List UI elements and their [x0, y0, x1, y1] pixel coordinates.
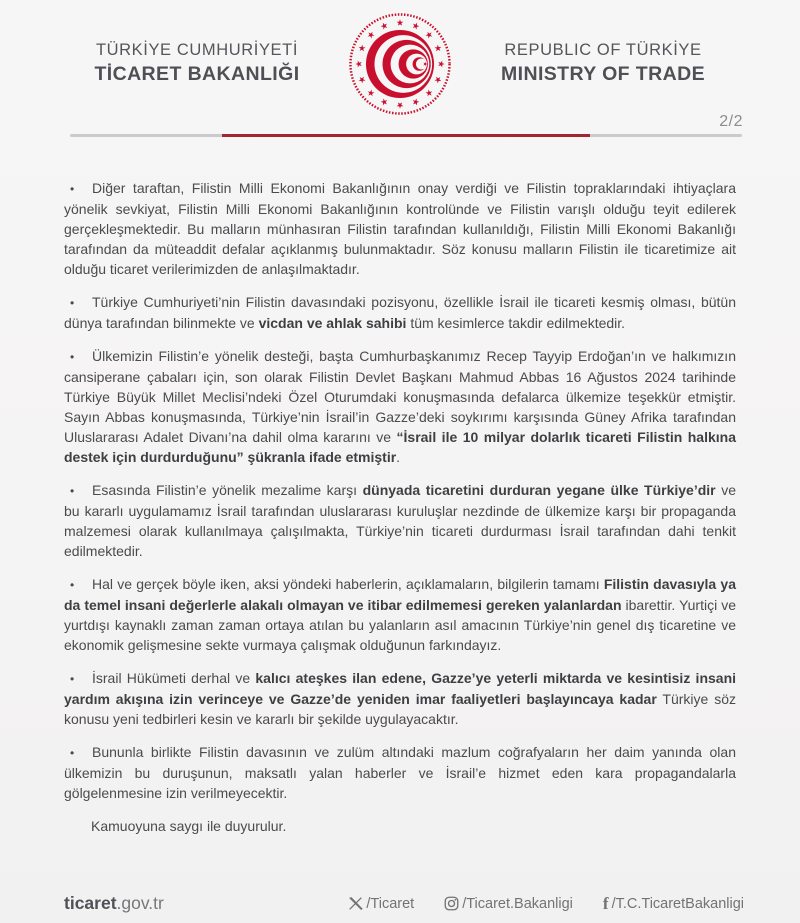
header-title-turkish — [82, 41, 312, 86]
body-text: Esasında Filistin’e yönelik mezalime karşı — [92, 482, 363, 498]
document-body — [64, 137, 736, 836]
body-text: Kamuoyuna saygı ile duyurulur. — [91, 818, 287, 834]
emphasized-text: Filistin davasıyla ya da temel insani değerlerle alakalı olmayan ve itibar edilmemesi gereken yalanlardan — [64, 576, 736, 613]
bullet-marker: • — [70, 182, 75, 196]
body-text: . — [396, 449, 401, 465]
bullet-paragraph — [64, 346, 736, 467]
bullet-paragraph — [64, 292, 736, 333]
header-en-line1: REPUBLIC OF TÜRKİYE — [504, 40, 702, 59]
header-tr-line2: TİCARET BAKANLIĞI — [94, 62, 300, 85]
closing-paragraph — [64, 816, 736, 836]
bullet-paragraph — [64, 742, 736, 803]
body-text: Türkiye Cumhuriyeti’nin Filistin davasındaki pozisyonu, özellikle İsrail ile ticareti kesmiş olması, bütün dünya tarafından bilinmekte ve — [64, 294, 736, 331]
emphasized-text: vicdan ve ahlak sahibi — [258, 315, 407, 331]
header — [0, 0, 800, 113]
body-text: İsrail Hükümeti derhal ve — [92, 670, 256, 686]
body-text: Ülkemizin Filistin’e yönelik desteği, başta Cumhurbaşkanımız Recep Tayyip Erdoğan’ın ve halkımızın cansiperane çabaları için, son olarak Filistin Devlet Başkanı Mahmud Abbas 16 Ağustos 2024 tarihinde Türkiye Büyük Millet Meclisi’ndeki Özel Oturumdaki konuşmasında defalarca ülkemize teşekkür etmiştir. Sayın Abbas konuşmasında, Türkiye’nin İsrail’in Gazze’deki soykırımı karşısında Güney Afrika tarafından Uluslararası Adalet Divanı’na dahil olma kararını ve — [64, 348, 736, 445]
x-icon — [348, 896, 363, 911]
facebook-link[interactable] — [603, 895, 744, 912]
page-number: 2/2 — [719, 113, 743, 130]
divider-red-segment — [222, 134, 590, 137]
body-text: ve bu kararlı uygulamamız İsrail tarafından uluslararası kuruluşlar nezdinde de ülkemize karşı bir propaganda malzemesi olarak kullanılmaya çalışılmakta, Türkiye’nin ticareti durdurması İsrail tarafından dahi tenkit edilmektedir. — [64, 482, 736, 559]
instagram-handle: /Ticaret.Bakanligi — [462, 895, 573, 912]
facebook-icon: f — [602, 894, 609, 913]
bullet-marker: • — [70, 746, 75, 760]
bullet-paragraph — [64, 178, 736, 279]
body-text: Diğer taraftan, Filistin Milli Ekonomi Bakanlığının onay verdiği ve Filistin topraklarındaki ihtiyaçlara yönelik sevkiyat, Filistin Milli Ekonomi Bakanlığının kontrolünde ve Filistin varışlı olduğu teyit edilerek gerçekleşmektedir. Bu malların münhasıran Filistin tarafından kullanıldığı, Filistin Milli Ekonomi Bakanlığı tarafından da müteaddit defalar açıklanmış bulunmaktadır. Söz konusu malların Filistin ile ticaretimize ait olduğu ticaret verilerimizden de anlaşılmaktadır. — [64, 180, 736, 277]
header-en-line2: MINISTRY OF TRADE — [501, 62, 705, 85]
body-text: Bununla birlikte Filistin davasının ve zulüm altındaki mazlum coğrafyaların her daim yanında olan ülkemizin bu duruşunun, maksatlı yalan haberler ve İsrail’e hizmet eden kara propagandalarla gölgelenmesine izin verilmeyecektir. — [64, 744, 736, 801]
website-link-bold: ticaret — [64, 893, 117, 913]
header-tr-line1: TÜRKİYE CUMHURİYETİ — [95, 40, 299, 59]
instagram-icon — [444, 896, 459, 911]
bullet-marker: • — [70, 672, 75, 686]
body-text: Hal ve gerçek böyle iken, aksi yöndeki haberlerin, açıklamaların, bilgilerin tamamı — [92, 576, 604, 592]
bullet-marker: • — [70, 350, 75, 364]
emphasized-text: dünyada ticaretini durduran yegane ülke Türkiye’dir — [362, 482, 716, 498]
bullet-paragraph — [64, 574, 736, 655]
body-text: tüm kesimlerce takdir edilmektedir. — [406, 315, 626, 331]
ministry-of-trade-emblem-logo — [348, 12, 452, 116]
emphasized-text: “İsrail ile 10 milyar dolarlık ticareti Filistin halkına destek için durdurduğunu” şükranla ifade etmiştir — [64, 429, 736, 465]
twitter-x-link[interactable] — [348, 896, 414, 912]
body-text: ibarettir. Yurtiçi ve yurtdışı kaynaklı zaman zaman ortaya atılan bu yalanların asıl amacının Türkiye’nin genel dış ticaretine ve ekonomik gelişmesine sekte vurmaya çalışmak olduğunun farkındayız. — [64, 597, 736, 653]
bullet-marker: • — [70, 484, 75, 498]
bullet-marker: • — [70, 296, 75, 310]
bullet-paragraph — [64, 668, 736, 729]
social-links — [348, 895, 744, 912]
bullet-marker: • — [70, 578, 75, 592]
header-title-english — [488, 41, 718, 86]
footer — [64, 893, 744, 914]
emphasized-text: kalıcı ateşkes ilan edene, Gazze’ye yeterli miktarda ve kesintisiz insani yardım akışına izin verinceye ve Gazze’de yeniden imar faaliyetleri başlayıncaya kadar — [64, 670, 737, 707]
divider-line — [70, 134, 742, 137]
website-link-rest: .gov.tr — [116, 893, 164, 913]
bullet-paragraph — [64, 480, 736, 561]
instagram-link[interactable] — [444, 896, 573, 912]
website-link[interactable] — [64, 893, 164, 914]
twitter-handle: /Ticaret — [366, 895, 415, 912]
body-text: Türkiye söz konusu yeni tedbirleri kesin ve kararlı bir şekilde uygulayacaktır. — [64, 691, 736, 727]
facebook-handle: /T.C.TicaretBakanligi — [611, 895, 744, 912]
